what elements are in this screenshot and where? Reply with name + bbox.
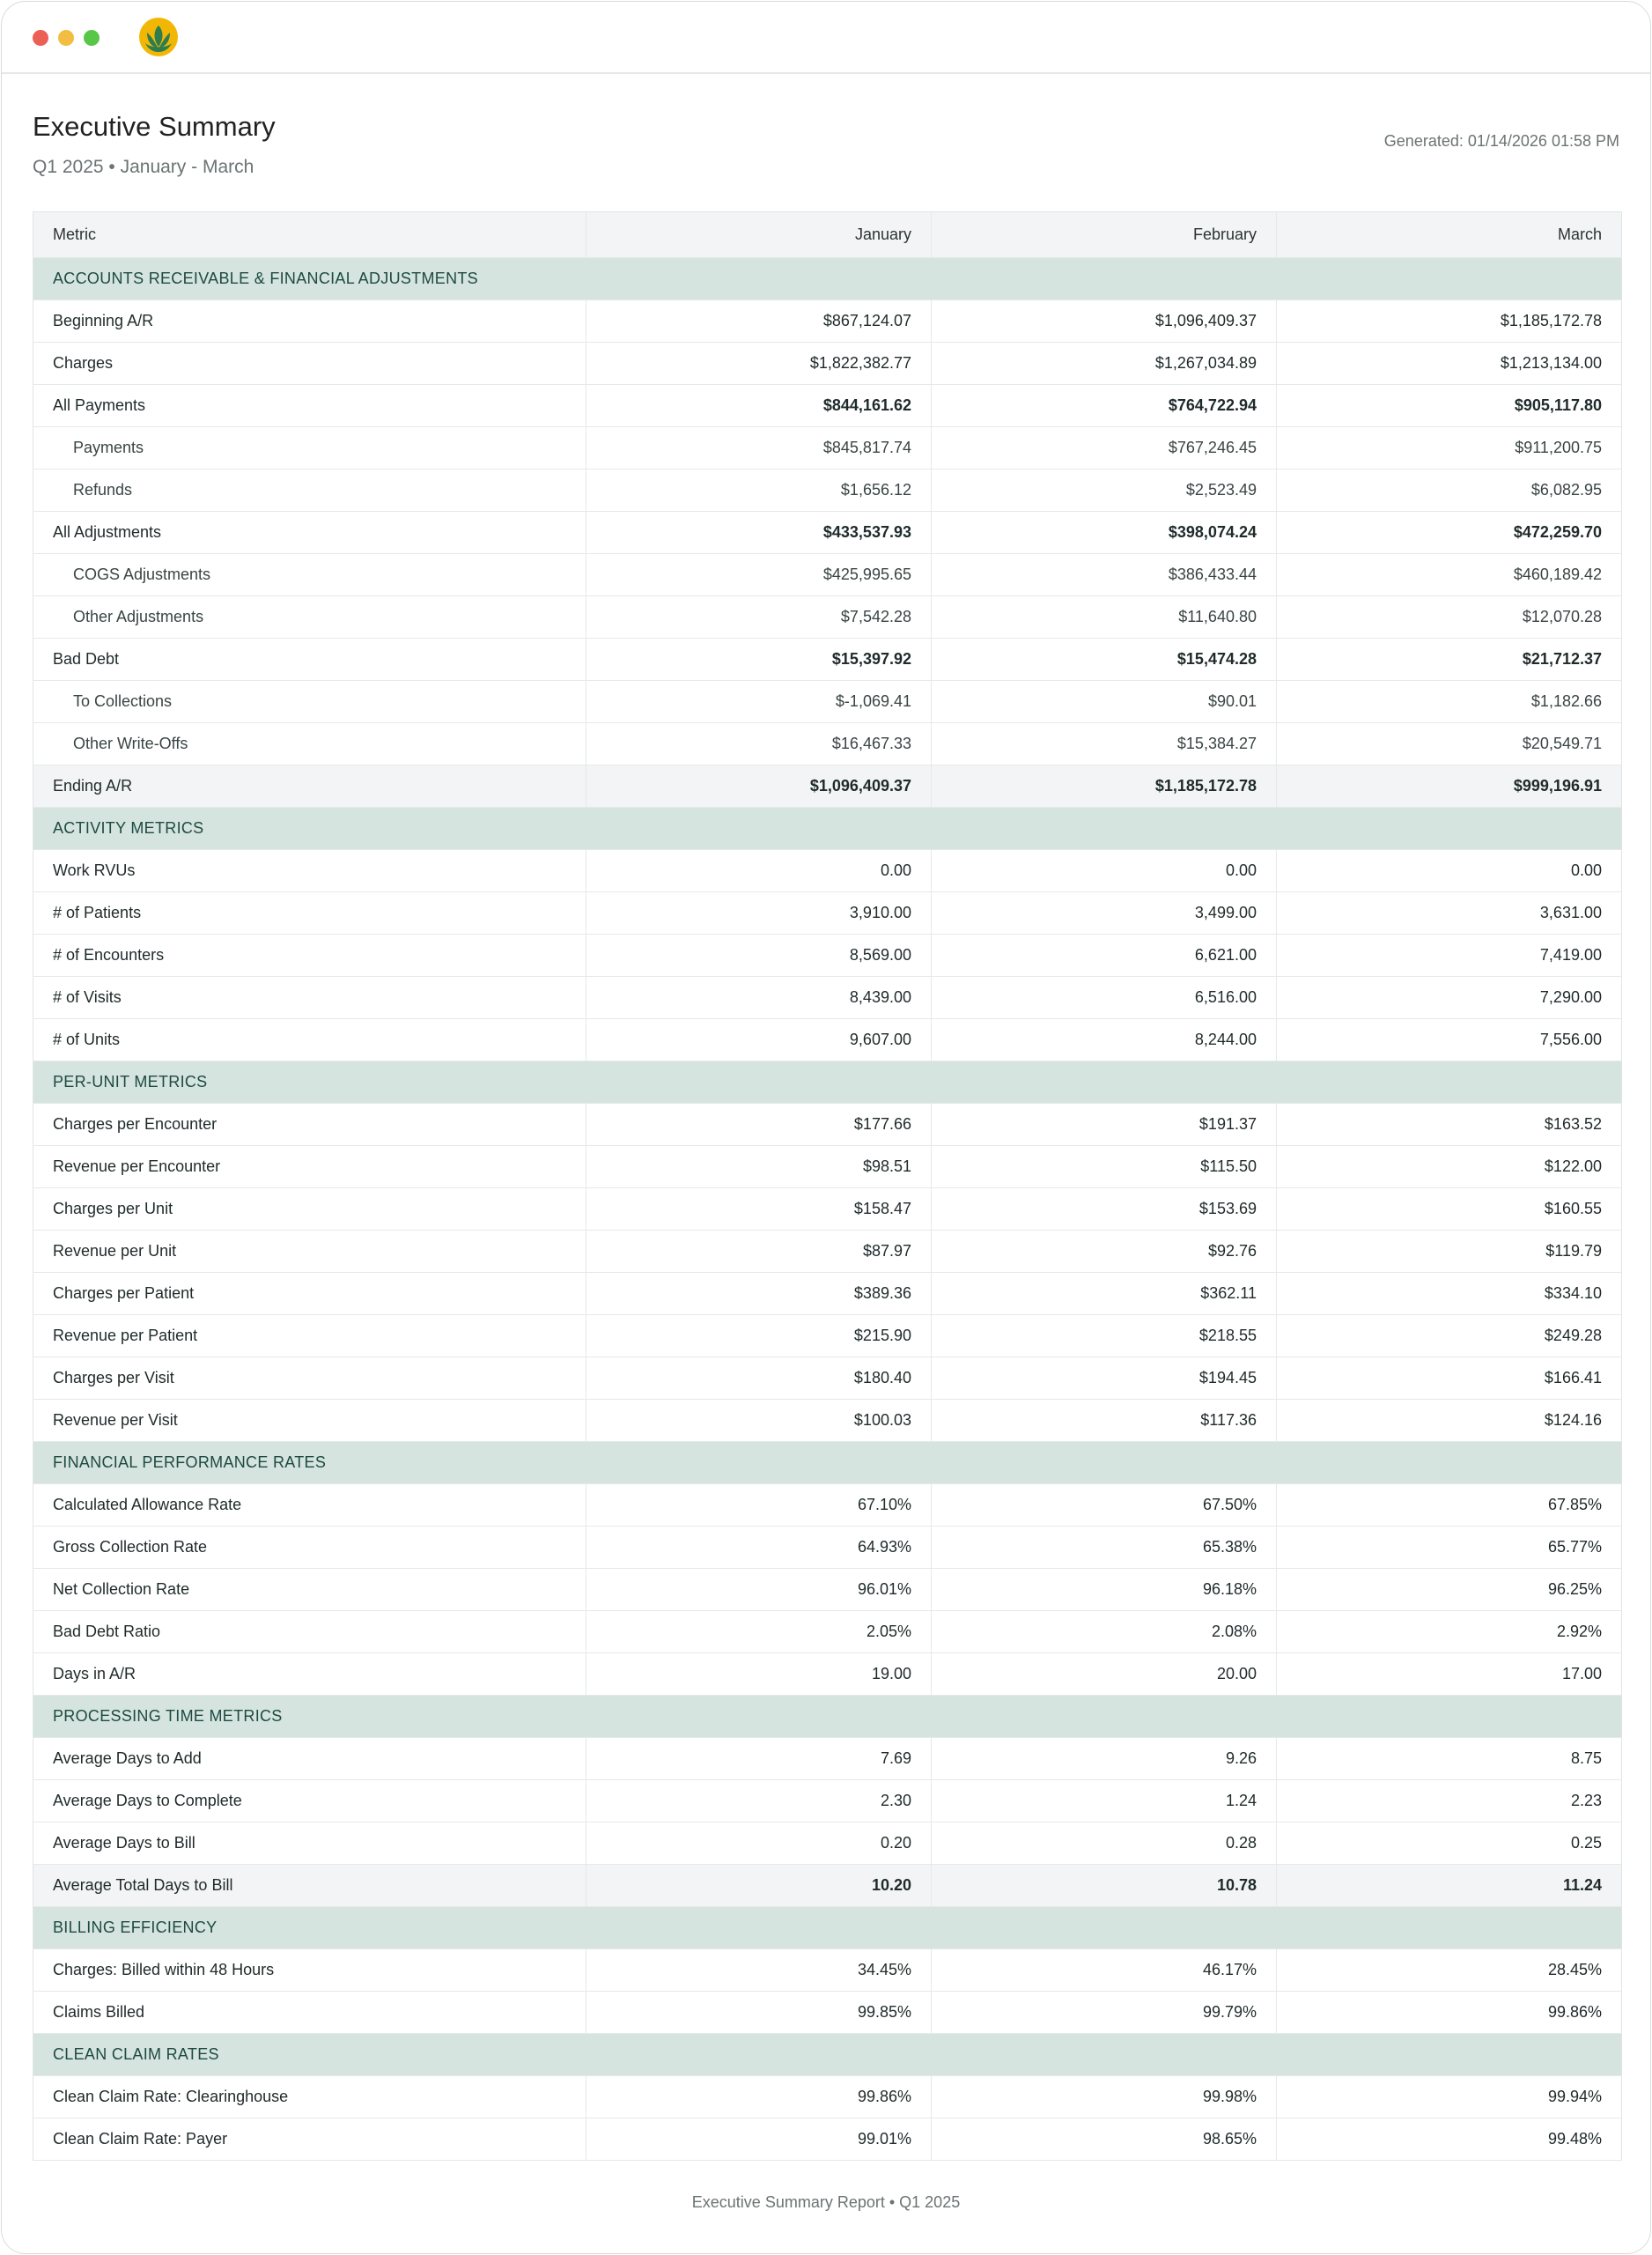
value-cell-january: 64.93% (586, 1527, 932, 1569)
metric-label: Average Total Days to Bill (33, 1865, 586, 1907)
value-cell-march: $160.55 (1277, 1188, 1622, 1231)
value-cell-march: $20,549.71 (1277, 723, 1622, 765)
value-cell-march: 2.92% (1277, 1611, 1622, 1653)
metric-label: Charges per Visit (33, 1357, 586, 1400)
value-cell-january: $16,467.33 (586, 723, 932, 765)
value-cell-january: 0.00 (586, 850, 932, 892)
value-cell-february: 98.65% (932, 2118, 1277, 2161)
value-cell-february: $115.50 (932, 1146, 1277, 1188)
table-row (33, 1400, 1622, 1442)
value-cell-january: $100.03 (586, 1400, 932, 1442)
table-row (33, 1188, 1622, 1231)
metric-label: Average Days to Add (33, 1738, 586, 1780)
table-row (33, 1738, 1622, 1780)
table-row (33, 850, 1622, 892)
section-title: ACCOUNTS RECEIVABLE & FINANCIAL ADJUSTMENTS (33, 258, 1622, 300)
value-cell-january: 0.20 (586, 1822, 932, 1865)
metric-label: To Collections (33, 681, 586, 723)
value-cell-february: 65.38% (932, 1527, 1277, 1569)
value-cell-january: 2.30 (586, 1780, 932, 1822)
table-row (33, 1231, 1622, 1273)
table-row (33, 596, 1622, 639)
value-cell-january: 99.86% (586, 2076, 932, 2118)
value-cell-march: 7,556.00 (1277, 1019, 1622, 1061)
metric-label: Revenue per Visit (33, 1400, 586, 1442)
metric-label: Ending A/R (33, 765, 586, 808)
value-cell-january: 99.85% (586, 1992, 932, 2034)
metric-label: # of Units (33, 1019, 586, 1061)
table-row (33, 554, 1622, 596)
metric-label: Refunds (33, 469, 586, 512)
value-cell-march: 8.75 (1277, 1738, 1622, 1780)
value-cell-march: $122.00 (1277, 1146, 1622, 1188)
value-cell-january: 3,910.00 (586, 892, 932, 935)
table-body (33, 258, 1622, 2161)
section-title: PROCESSING TIME METRICS (33, 1696, 1622, 1738)
section-title: CLEAN CLAIM RATES (33, 2034, 1622, 2076)
value-cell-march: $1,185,172.78 (1277, 300, 1622, 343)
metric-label: Bad Debt (33, 639, 586, 681)
value-cell-march: $124.16 (1277, 1400, 1622, 1442)
lotus-logo-icon (138, 17, 179, 57)
table-row (33, 1992, 1622, 2034)
metric-label: Revenue per Unit (33, 1231, 586, 1273)
metric-label: Charges per Encounter (33, 1104, 586, 1146)
value-cell-january: $867,124.07 (586, 300, 932, 343)
value-cell-february: $1,267,034.89 (932, 343, 1277, 385)
value-cell-january: $845,817.74 (586, 427, 932, 469)
value-cell-february: 67.50% (932, 1484, 1277, 1527)
value-cell-february: $386,433.44 (932, 554, 1277, 596)
section-header-row (33, 2034, 1622, 2076)
value-cell-january: $1,822,382.77 (586, 343, 932, 385)
value-cell-march: $12,070.28 (1277, 596, 1622, 639)
value-cell-january: $15,397.92 (586, 639, 932, 681)
column-header-february: February (932, 212, 1277, 258)
table-row (33, 385, 1622, 427)
value-cell-march: $472,259.70 (1277, 512, 1622, 554)
value-cell-march: 0.25 (1277, 1822, 1622, 1865)
value-cell-february: 99.98% (932, 2076, 1277, 2118)
value-cell-february: $15,384.27 (932, 723, 1277, 765)
value-cell-january: $-1,069.41 (586, 681, 932, 723)
value-cell-february: 2.08% (932, 1611, 1277, 1653)
table-row (33, 1315, 1622, 1357)
value-cell-february: $2,523.49 (932, 469, 1277, 512)
title-bar (2, 2, 1650, 74)
table-row (33, 1019, 1622, 1061)
table-row (33, 1653, 1622, 1696)
table-header-row (33, 212, 1622, 258)
value-cell-march: 28.45% (1277, 1949, 1622, 1992)
table-row (33, 1611, 1622, 1653)
table-row (33, 681, 1622, 723)
value-cell-march: 99.86% (1277, 1992, 1622, 2034)
table-row (33, 1146, 1622, 1188)
value-cell-january: 10.20 (586, 1865, 932, 1907)
value-cell-march: $166.41 (1277, 1357, 1622, 1400)
metric-label: Revenue per Encounter (33, 1146, 586, 1188)
metric-label: Clean Claim Rate: Clearinghouse (33, 2076, 586, 2118)
value-cell-february: 20.00 (932, 1653, 1277, 1696)
table-row (33, 1822, 1622, 1865)
metric-label: # of Patients (33, 892, 586, 935)
value-cell-february: 10.78 (932, 1865, 1277, 1907)
value-cell-january: $87.97 (586, 1231, 932, 1273)
table-row (33, 343, 1622, 385)
value-cell-february: $117.36 (932, 1400, 1277, 1442)
metric-label: Charges: Billed within 48 Hours (33, 1949, 586, 1992)
table-row (33, 765, 1622, 808)
value-cell-january: $158.47 (586, 1188, 932, 1231)
value-cell-march: $163.52 (1277, 1104, 1622, 1146)
table-row (33, 1865, 1622, 1907)
report-footer: Executive Summary Report • Q1 2025 (691, 2193, 961, 2211)
metric-label: Days in A/R (33, 1653, 586, 1696)
table-row (33, 2118, 1622, 2161)
table-row (33, 1949, 1622, 1992)
page-subtitle: Q1 2025 • January - March (33, 157, 254, 177)
value-cell-february: $1,185,172.78 (932, 765, 1277, 808)
table-row (33, 977, 1622, 1019)
metric-label: # of Visits (33, 977, 586, 1019)
value-cell-march: $249.28 (1277, 1315, 1622, 1357)
value-cell-january: $1,656.12 (586, 469, 932, 512)
generated-timestamp: Generated: 01/14/2026 01:58 PM (1383, 132, 1619, 150)
value-cell-january: $1,096,409.37 (586, 765, 932, 808)
value-cell-march: $334.10 (1277, 1273, 1622, 1315)
table-row (33, 1357, 1622, 1400)
metric-label: Charges per Patient (33, 1273, 586, 1315)
column-header-january: January (586, 212, 932, 258)
value-cell-january: $389.36 (586, 1273, 932, 1315)
value-cell-march: 0.00 (1277, 850, 1622, 892)
column-header-metric: Metric (33, 212, 586, 258)
metric-label: Other Write-Offs (33, 723, 586, 765)
metric-label: Claims Billed (33, 1992, 586, 2034)
section-header-row (33, 1696, 1622, 1738)
value-cell-march: 96.25% (1277, 1569, 1622, 1611)
table-row (33, 300, 1622, 343)
value-cell-february: $15,474.28 (932, 639, 1277, 681)
value-cell-february: $1,096,409.37 (932, 300, 1277, 343)
section-title: PER-UNIT METRICS (33, 1061, 1622, 1104)
value-cell-february: $194.45 (932, 1357, 1277, 1400)
value-cell-february: 3,499.00 (932, 892, 1277, 935)
table-row (33, 512, 1622, 554)
value-cell-january: 34.45% (586, 1949, 932, 1992)
metric-label: Calculated Allowance Rate (33, 1484, 586, 1527)
maximize-window-button[interactable] (84, 30, 100, 46)
value-cell-january: 8,569.00 (586, 935, 932, 977)
metric-label: Net Collection Rate (33, 1569, 586, 1611)
section-header-row (33, 1907, 1622, 1949)
value-cell-march: $1,213,134.00 (1277, 343, 1622, 385)
value-cell-february: $11,640.80 (932, 596, 1277, 639)
value-cell-march: 99.94% (1277, 2076, 1622, 2118)
table-row (33, 1527, 1622, 1569)
section-title: FINANCIAL PERFORMANCE RATES (33, 1442, 1622, 1484)
section-title: BILLING EFFICIENCY (33, 1907, 1622, 1949)
value-cell-march: 7,290.00 (1277, 977, 1622, 1019)
value-cell-march: $21,712.37 (1277, 639, 1622, 681)
value-cell-february: 96.18% (932, 1569, 1277, 1611)
metric-label: COGS Adjustments (33, 554, 586, 596)
metric-label: # of Encounters (33, 935, 586, 977)
metric-label: Bad Debt Ratio (33, 1611, 586, 1653)
value-cell-january: 19.00 (586, 1653, 932, 1696)
metric-label: Work RVUs (33, 850, 586, 892)
metric-label: All Adjustments (33, 512, 586, 554)
value-cell-january: 67.10% (586, 1484, 932, 1527)
value-cell-february: 46.17% (932, 1949, 1277, 1992)
value-cell-january: 96.01% (586, 1569, 932, 1611)
metric-label: Beginning A/R (33, 300, 586, 343)
table-row (33, 469, 1622, 512)
value-cell-march: 67.85% (1277, 1484, 1622, 1527)
value-cell-february: $767,246.45 (932, 427, 1277, 469)
value-cell-february: 8,244.00 (932, 1019, 1277, 1061)
table-row (33, 935, 1622, 977)
value-cell-february: 0.00 (932, 850, 1277, 892)
value-cell-march: 3,631.00 (1277, 892, 1622, 935)
metric-label: Gross Collection Rate (33, 1527, 586, 1569)
value-cell-february: 99.79% (932, 1992, 1277, 2034)
metric-label: Revenue per Patient (33, 1315, 586, 1357)
value-cell-march: 17.00 (1277, 1653, 1622, 1696)
table-row (33, 1484, 1622, 1527)
value-cell-march: $1,182.66 (1277, 681, 1622, 723)
value-cell-march: $905,117.80 (1277, 385, 1622, 427)
minimize-window-button[interactable] (58, 30, 74, 46)
executive-summary-table (33, 211, 1622, 2161)
value-cell-march: 99.48% (1277, 2118, 1622, 2161)
value-cell-march: 7,419.00 (1277, 935, 1622, 977)
table-row (33, 1780, 1622, 1822)
value-cell-march: $460,189.42 (1277, 554, 1622, 596)
value-cell-january: 7.69 (586, 1738, 932, 1780)
value-cell-february: 0.28 (932, 1822, 1277, 1865)
section-header-row (33, 808, 1622, 850)
table-row (33, 723, 1622, 765)
section-header-row (33, 258, 1622, 300)
value-cell-january: $177.66 (586, 1104, 932, 1146)
section-header-row (33, 1442, 1622, 1484)
value-cell-january: 2.05% (586, 1611, 932, 1653)
value-cell-february: $90.01 (932, 681, 1277, 723)
table-row (33, 1273, 1622, 1315)
value-cell-march: $119.79 (1277, 1231, 1622, 1273)
table-row (33, 1569, 1622, 1611)
value-cell-march: $6,082.95 (1277, 469, 1622, 512)
app-window (1, 1, 1651, 2254)
value-cell-january: $7,542.28 (586, 596, 932, 639)
metric-label: Clean Claim Rate: Payer (33, 2118, 586, 2161)
value-cell-january: $215.90 (586, 1315, 932, 1357)
metric-label: Other Adjustments (33, 596, 586, 639)
value-cell-february: $92.76 (932, 1231, 1277, 1273)
close-window-button[interactable] (33, 30, 48, 46)
value-cell-march: $911,200.75 (1277, 427, 1622, 469)
table-row (33, 427, 1622, 469)
value-cell-february: $764,722.94 (932, 385, 1277, 427)
section-title: ACTIVITY METRICS (33, 808, 1622, 850)
metric-label: Average Days to Bill (33, 1822, 586, 1865)
value-cell-february: 6,621.00 (932, 935, 1277, 977)
metric-label: Charges per Unit (33, 1188, 586, 1231)
value-cell-february: $218.55 (932, 1315, 1277, 1357)
column-header-march: March (1277, 212, 1622, 258)
value-cell-february: $153.69 (932, 1188, 1277, 1231)
value-cell-january: $425,995.65 (586, 554, 932, 596)
table-row (33, 2076, 1622, 2118)
value-cell-january: $433,537.93 (586, 512, 932, 554)
value-cell-january: 9,607.00 (586, 1019, 932, 1061)
value-cell-february: 6,516.00 (932, 977, 1277, 1019)
metric-label: Payments (33, 427, 586, 469)
value-cell-february: 9.26 (932, 1738, 1277, 1780)
value-cell-march: 11.24 (1277, 1865, 1622, 1907)
value-cell-march: $999,196.91 (1277, 765, 1622, 808)
value-cell-january: 8,439.00 (586, 977, 932, 1019)
value-cell-january: 99.01% (586, 2118, 932, 2161)
table-row (33, 1104, 1622, 1146)
value-cell-january: $180.40 (586, 1357, 932, 1400)
metric-label: Charges (33, 343, 586, 385)
value-cell-february: $191.37 (932, 1104, 1277, 1146)
value-cell-february: 1.24 (932, 1780, 1277, 1822)
metric-label: Average Days to Complete (33, 1780, 586, 1822)
table-row (33, 639, 1622, 681)
metric-label: All Payments (33, 385, 586, 427)
report-header (2, 74, 1650, 213)
value-cell-february: $398,074.24 (932, 512, 1277, 554)
value-cell-march: 2.23 (1277, 1780, 1622, 1822)
value-cell-january: $844,161.62 (586, 385, 932, 427)
table-row (33, 892, 1622, 935)
section-header-row (33, 1061, 1622, 1104)
value-cell-january: $98.51 (586, 1146, 932, 1188)
value-cell-february: $362.11 (932, 1273, 1277, 1315)
value-cell-march: 65.77% (1277, 1527, 1622, 1569)
page-title: Executive Summary (33, 111, 276, 142)
